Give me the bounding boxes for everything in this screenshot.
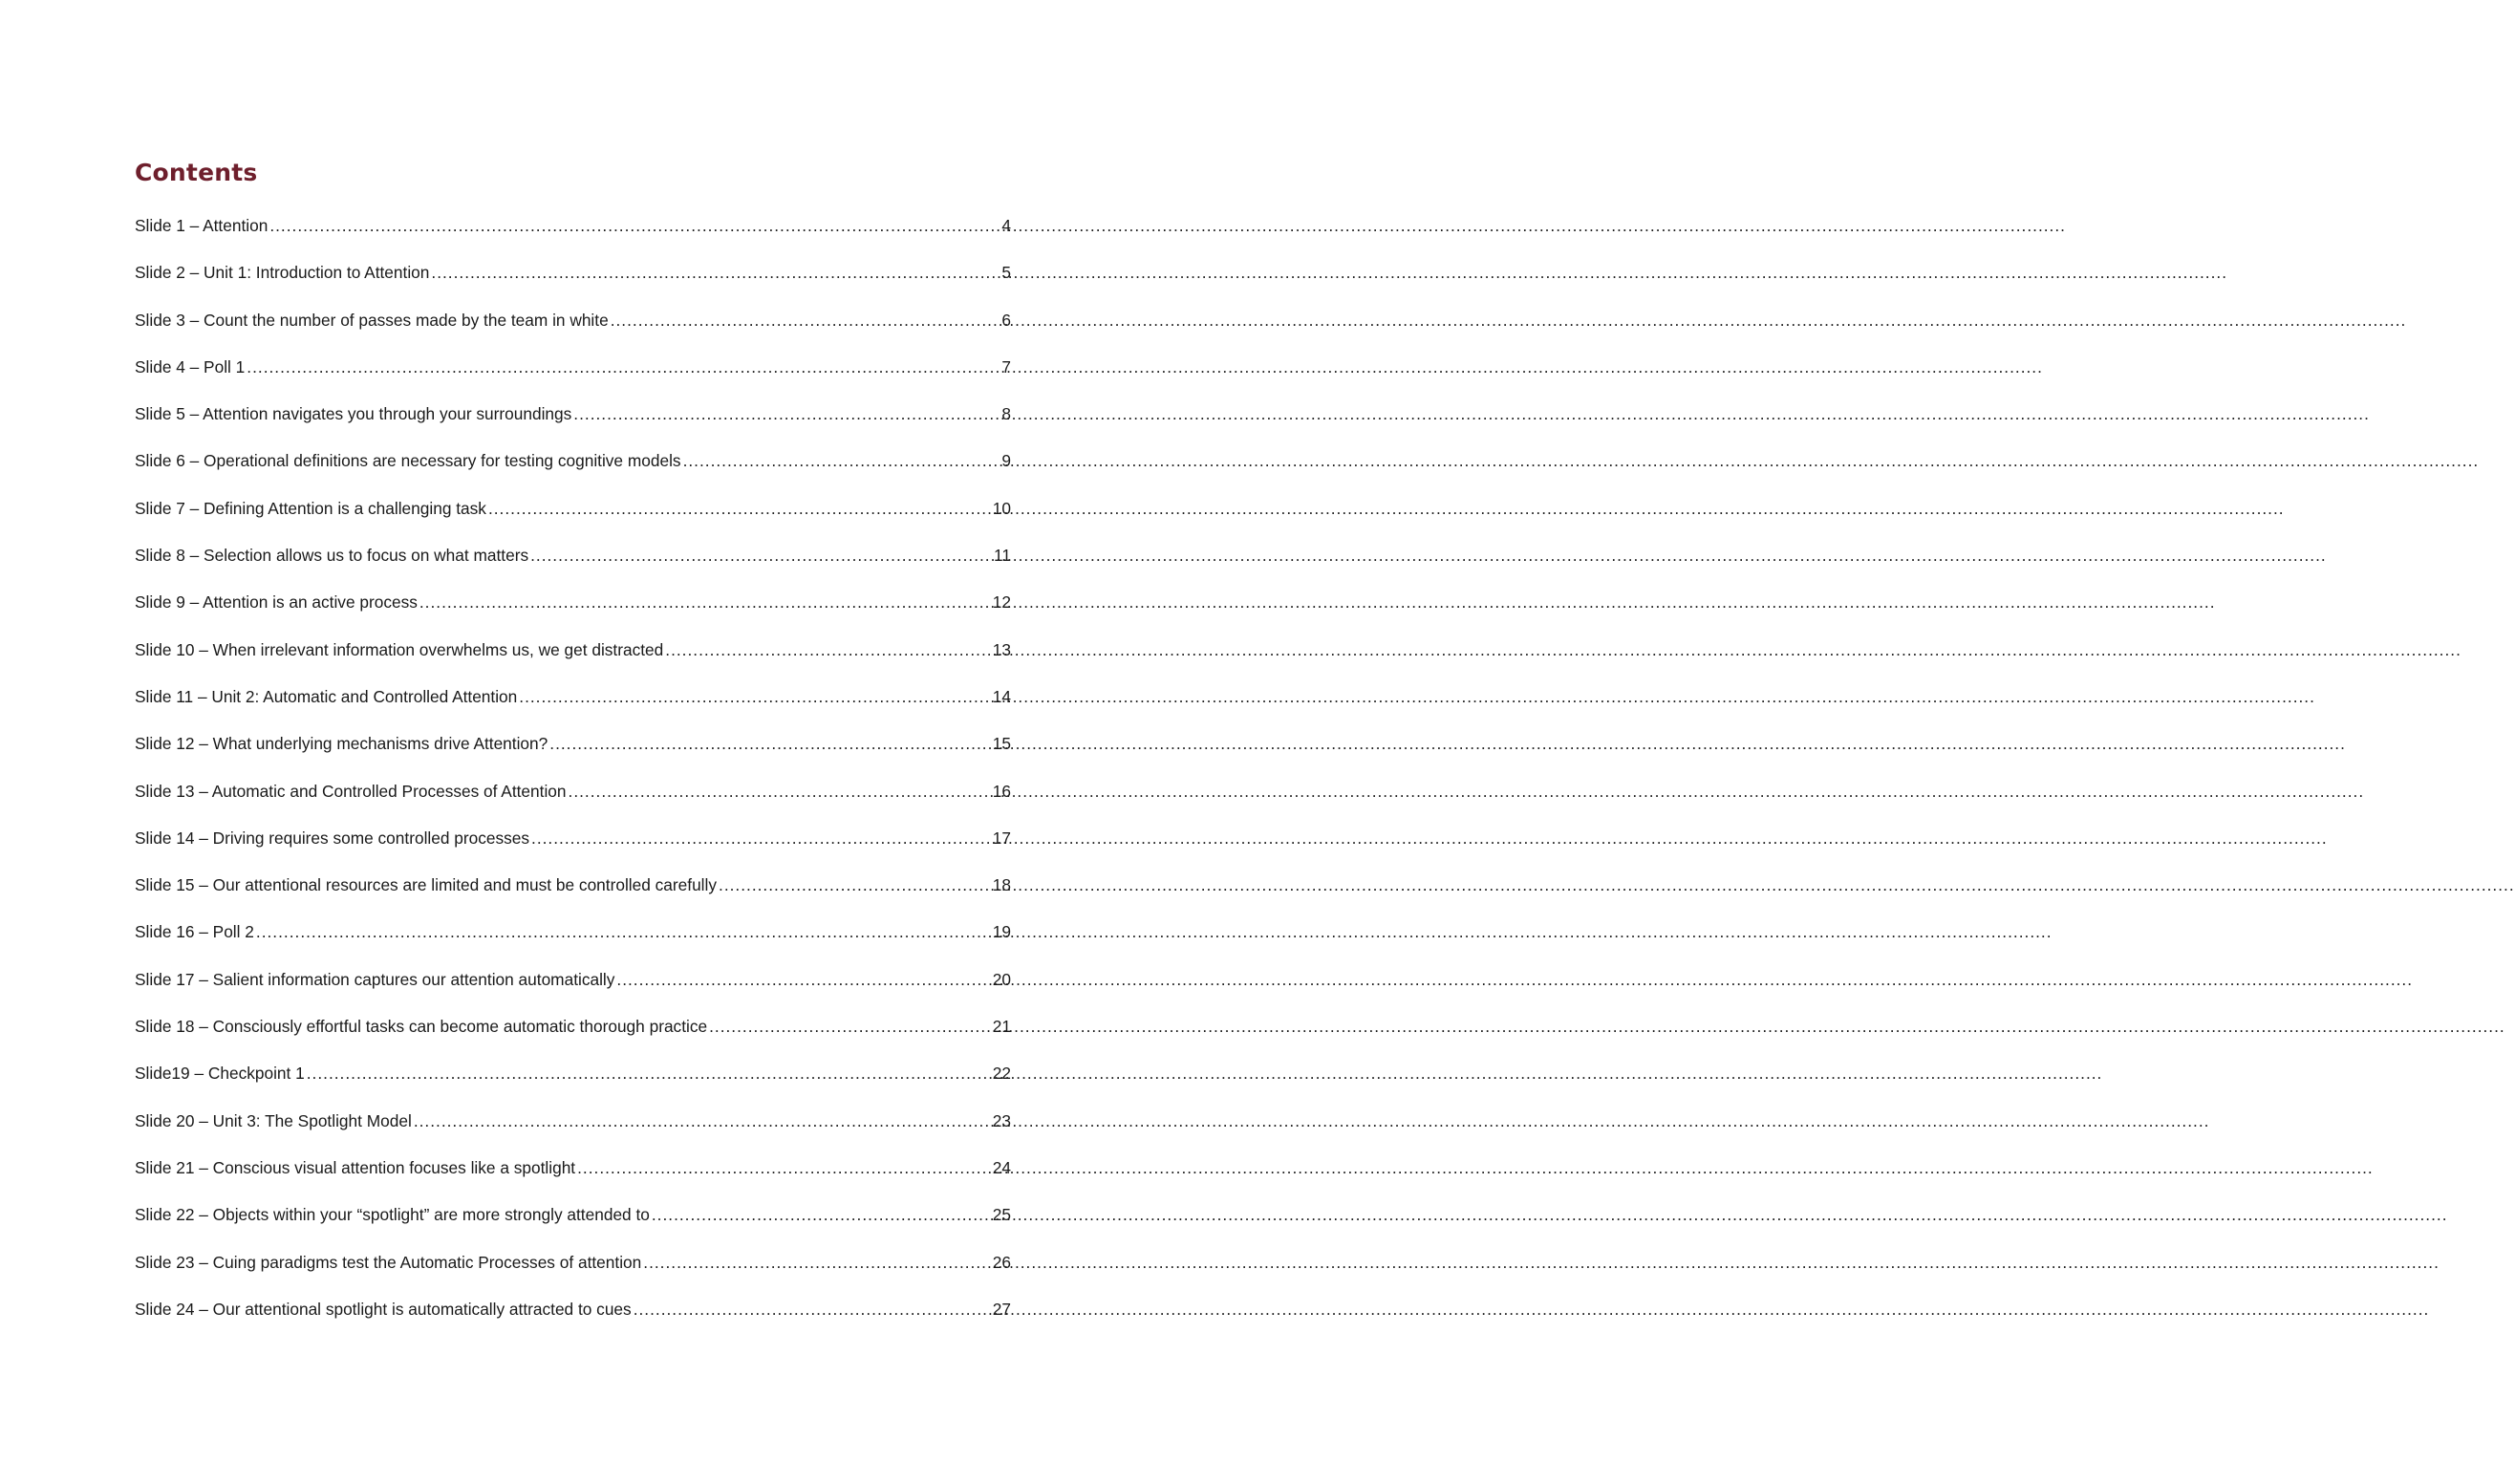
toc-entry[interactable] <box>135 1109 1011 1156</box>
toc-entry-title: Slide 17 – Salient information captures our attention automatically <box>135 969 615 989</box>
toc-entry-title: Slide 4 – Poll 1 <box>135 356 246 376</box>
toc-entry-title: Slide 8 – Selection allows us to focus on what matters <box>135 546 529 566</box>
toc-page-number: 16 <box>992 781 1011 801</box>
toc-entry[interactable] <box>135 638 1011 685</box>
toc-page-number: 8 <box>1001 404 1011 424</box>
toc-dot-leader <box>573 402 1000 425</box>
toc-entry-title: Slide 15 – Our attentional resources are limited and must be controlled carefully <box>135 875 718 895</box>
toc-entry-title: Slide 22 – Objects within your “spotlight” are more strongly attended to <box>135 1205 650 1225</box>
toc-dot-leader <box>531 827 991 850</box>
toc-entry-title: Slide 3 – Count the number of passes made by the team in white <box>135 310 609 330</box>
toc-entry[interactable] <box>135 732 1011 779</box>
toc-dot-leader <box>577 1156 991 1179</box>
toc-entry[interactable] <box>135 1015 1011 1062</box>
toc-entry-title: Slide 16 – Poll 2 <box>135 922 254 942</box>
toc-page-number: 5 <box>1001 263 1011 283</box>
toc-page-number: 19 <box>992 922 1011 942</box>
toc-entry-title: Slide 11 – Unit 2: Automatic and Controlled Attention <box>135 686 518 706</box>
toc-dot-leader <box>247 355 1000 378</box>
toc-entry-title: Slide 5 – Attention navigates you through your surroundings <box>135 404 572 424</box>
toc-page-number: 22 <box>992 1064 1011 1084</box>
toc-page-number: 12 <box>992 592 1011 613</box>
toc-page-number: 25 <box>992 1205 1011 1225</box>
toc-entry-title: Slide 21 – Conscious visual attention focuses like a spotlight <box>135 1157 576 1177</box>
toc-dot-leader <box>256 920 991 943</box>
toc-list <box>135 214 1011 1344</box>
toc-dot-leader <box>643 1251 991 1274</box>
toc-entry[interactable] <box>135 214 1011 261</box>
toc-entry-title: Slide 13 – Automatic and Controlled Processes of Attention <box>135 781 567 801</box>
toc-entry[interactable] <box>135 685 1011 732</box>
toc-entry[interactable] <box>135 497 1011 544</box>
toc-dot-leader <box>519 685 990 708</box>
toc-dot-leader <box>652 1203 991 1226</box>
toc-dot-leader <box>549 732 990 755</box>
toc-entry-title: Slide 24 – Our attentional spotlight is automatically attracted to cues <box>135 1299 632 1319</box>
toc-entry[interactable] <box>135 544 1011 591</box>
toc-entry[interactable] <box>135 1156 1011 1203</box>
toc-dot-leader <box>269 214 1000 237</box>
toc-page-number: 23 <box>992 1110 1011 1130</box>
toc-dot-leader <box>634 1298 991 1321</box>
toc-dot-leader <box>616 968 990 991</box>
toc-entry[interactable] <box>135 968 1011 1015</box>
toc-entry[interactable] <box>135 449 1011 496</box>
toc-page-number: 13 <box>992 639 1011 659</box>
toc-entry[interactable] <box>135 873 1011 920</box>
toc-entry[interactable] <box>135 827 1011 873</box>
toc-entry-title: Slide 6 – Operational definitions are necessary for testing cognitive models <box>135 451 681 471</box>
toc-page-number: 9 <box>1001 451 1011 471</box>
toc-entry-title: Slide 10 – When irrelevant information overwhelms us, we get distracted <box>135 639 664 659</box>
toc-entry[interactable] <box>135 309 1011 355</box>
toc-page-number: 20 <box>992 969 1011 989</box>
toc-page-number: 7 <box>1001 356 1011 376</box>
toc-entry[interactable] <box>135 402 1011 449</box>
toc-entry-title: Slide19 – Checkpoint 1 <box>135 1064 305 1084</box>
toc-entry-title: Slide 14 – Driving requires some controlled processes <box>135 828 530 848</box>
toc-page-number: 11 <box>994 546 1011 566</box>
toc-entry[interactable] <box>135 591 1011 637</box>
toc-entry-title: Slide 7 – Defining Attention is a challenging task <box>135 498 486 518</box>
toc-entry-title: Slide 23 – Cuing paradigms test the Automatic Processes of attention <box>135 1252 642 1272</box>
toc-dot-leader <box>414 1109 991 1132</box>
toc-dot-leader <box>709 1015 991 1038</box>
toc-entry-title: Slide 18 – Consciously effortful tasks can become automatic thorough practice <box>135 1017 708 1037</box>
toc-entry[interactable] <box>135 1203 1011 1250</box>
toc-dot-leader <box>419 591 991 613</box>
toc-dot-leader <box>307 1062 991 1085</box>
toc-entry-title: Slide 1 – Attention <box>135 216 269 235</box>
toc-entry[interactable] <box>135 261 1011 308</box>
toc-dot-leader <box>683 449 1000 472</box>
toc-entry[interactable] <box>135 1298 1011 1344</box>
toc-entry[interactable] <box>135 780 1011 827</box>
toc-entry-title: Slide 12 – What underlying mechanisms drive Attention? <box>135 734 548 754</box>
toc-entry[interactable] <box>135 920 1011 967</box>
toc-page-number: 15 <box>992 734 1011 754</box>
toc-dot-leader <box>569 780 991 803</box>
toc-page-number: 18 <box>992 875 1011 895</box>
toc-page-number: 6 <box>1001 310 1011 330</box>
toc-entry[interactable] <box>135 355 1011 402</box>
toc-page-number: 21 <box>992 1017 1011 1037</box>
toc-dot-leader <box>488 497 991 520</box>
toc-page-number: 17 <box>992 828 1011 848</box>
toc-entry-title: Slide 9 – Attention is an active process <box>135 592 418 613</box>
toc-dot-leader <box>611 309 1000 332</box>
toc-page-number: 4 <box>1001 216 1011 235</box>
toc-dot-leader <box>431 261 1000 284</box>
toc-page-number: 27 <box>992 1299 1011 1319</box>
document-page <box>0 0 1147 1484</box>
toc-page-number: 14 <box>992 686 1011 706</box>
toc-heading: Contents <box>135 159 258 186</box>
toc-dot-leader <box>719 873 991 896</box>
toc-entry-title: Slide 2 – Unit 1: Introduction to Attention <box>135 263 430 283</box>
toc-entry[interactable] <box>135 1062 1011 1108</box>
toc-dot-leader <box>530 544 992 567</box>
toc-page-number: 24 <box>992 1157 1011 1177</box>
toc-page-number: 10 <box>992 498 1011 518</box>
toc-entry[interactable] <box>135 1251 1011 1298</box>
toc-dot-leader <box>665 638 991 661</box>
toc-entry-title: Slide 20 – Unit 3: The Spotlight Model <box>135 1110 412 1130</box>
toc-page-number: 26 <box>992 1252 1011 1272</box>
